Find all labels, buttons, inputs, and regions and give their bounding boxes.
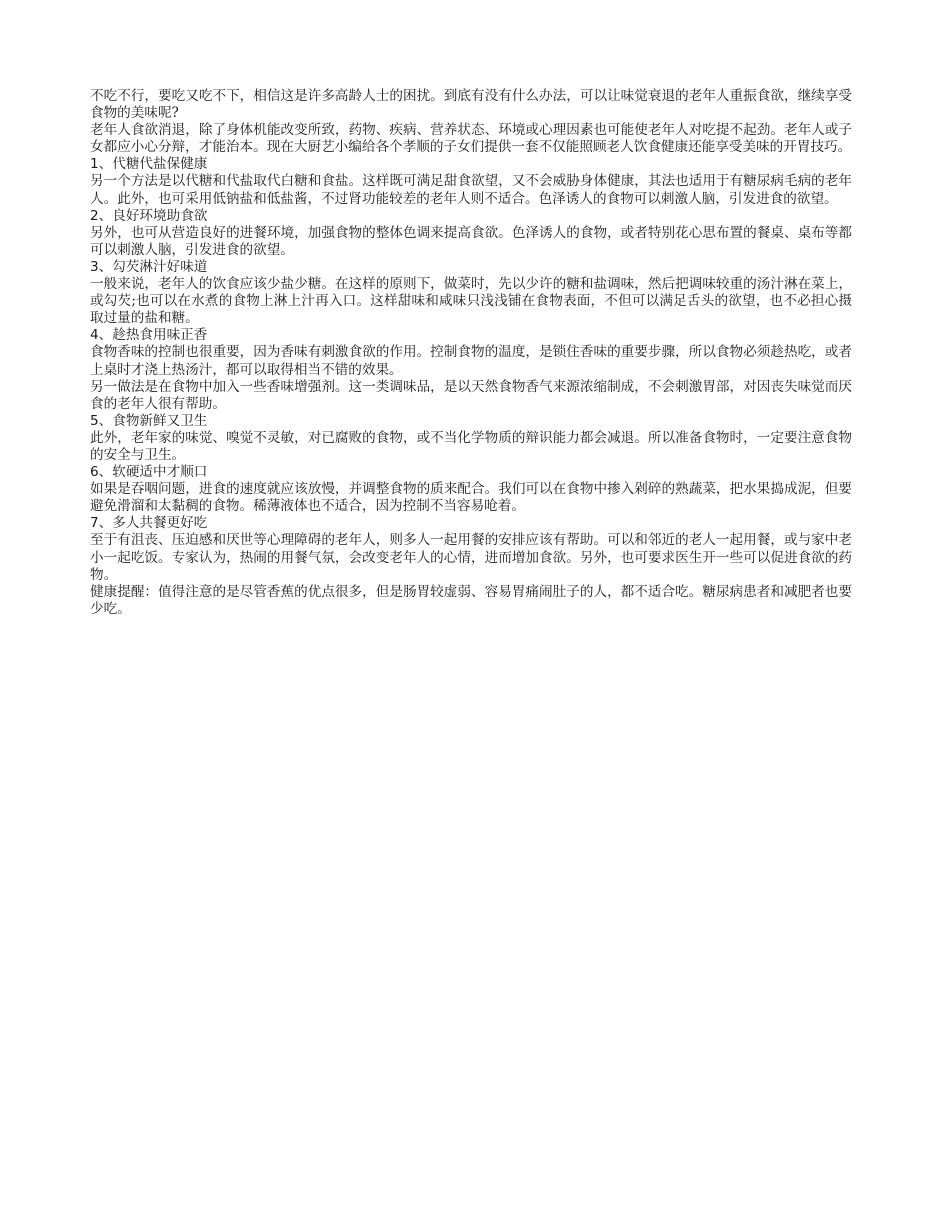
document-body [90,88,852,618]
section-paragraph-1: 另一个方法是以代糖和代盐取代白糖和食盐。这样既可满足甜食欲望，又不会威胁身体健康，其法也适用于有糖尿病毛病的老年人。此外，也可采用低钠盐和低盐酱，不过肾功能较差的老年人则不适合。色泽诱人的食物可以刺激人脑，引发进食的欲望。 [90,173,852,207]
section-heading-3: 3、勾芡淋汁好味道 [90,258,208,275]
section-paragraph-4b: 另一做法是在食物中加入一些香味增强剂。这一类调味品，是以天然食物香气来源浓缩制成，不会刺激胃部，对因丧失味觉而厌食的老年人很有帮助。 [90,378,852,412]
section-paragraph-3: 一般来说，老年人的饮食应该少盐少糖。在这样的原则下，做菜时，先以少许的糖和盐调味，然后把调味较重的汤汁淋在菜上，或勾芡;也可以在水煮的食物上淋上汁再入口。这样甜味和咸味只浅浅铺在食物表面，不但可以满足舌头的欲望，也不必担心摄取过量的盐和糖。 [90,276,852,327]
section-paragraph-7: 至于有沮丧、压迫感和厌世等心理障碍的老年人，则多人一起用餐的安排应该有帮助。可以和邻近的老人一起用餐，或与家中老小一起吃饭。专家认为，热闹的用餐气氛，会改变老年人的心情，进而增加食欲。另外，也可要求医生开一些可以促进食欲的药物。 [90,532,852,583]
section-paragraph-6: 如果是吞咽问题，进食的速度就应该放慢，并调整食物的质来配合。我们可以在食物中掺入剁碎的熟蔬菜，把水果捣成泥，但要避免滑溜和太黏稠的食物。稀薄液体也不适合，因为控制不当容易呛着。 [90,481,852,515]
section-heading-4: 4、趁热食用味正香 [90,327,208,344]
section-heading-6: 6、软硬适中才顺口 [90,464,208,481]
section-heading-5: 5、食物新鲜又卫生 [90,412,208,429]
overview-paragraph: 老年人食欲消退，除了身体机能改变所致，药物、疾病、营养状态、环境或心理因素也可能使老年人对吃提不起劲。老年人或子女都应小心分辩，才能治本。现在大厨艺小编给各个孝顺的子女们提供一套不仅能照顾老人饮食健康还能享受美味的开胃技巧。 [90,122,852,156]
section-heading-2: 2、良好环境助食欲 [90,207,208,224]
section-paragraph-4a: 食物香味的控制也很重要，因为香味有刺激食欲的作用。控制食物的温度，是锁住香味的重要步骤，所以食物必须趁热吃，或者上桌时才浇上热汤汁，都可以取得相当不错的效果。 [90,344,852,378]
section-heading-1: 1、代糖代盐保健康 [90,156,208,173]
intro-paragraph: 不吃不行，要吃又吃不下，相信这是许多高龄人士的困扰。到底有没有什么办法，可以让味觉衰退的老年人重振食欲，继续享受食物的美味呢? [90,88,852,122]
section-paragraph-5: 此外，老年家的味觉、嗅觉不灵敏，对已腐败的食物，或不当化学物质的辩识能力都会减退。所以准备食物时，一定要注意食物的安全与卫生。 [90,429,852,463]
health-tip-paragraph: 健康提醒：值得注意的是尽管香蕉的优点很多，但是肠胃较虚弱、容易胃痛闹肚子的人，都不适合吃。糖尿病患者和减肥者也要少吃。 [90,583,852,617]
section-paragraph-2: 另外，也可从营造良好的进餐环境，加强食物的整体色调来提高食欲。色泽诱人的食物，或者特别花心思布置的餐桌、桌布等都可以刺激人脑，引发进食的欲望。 [90,224,852,258]
section-heading-7: 7、多人共餐更好吃 [90,515,208,532]
